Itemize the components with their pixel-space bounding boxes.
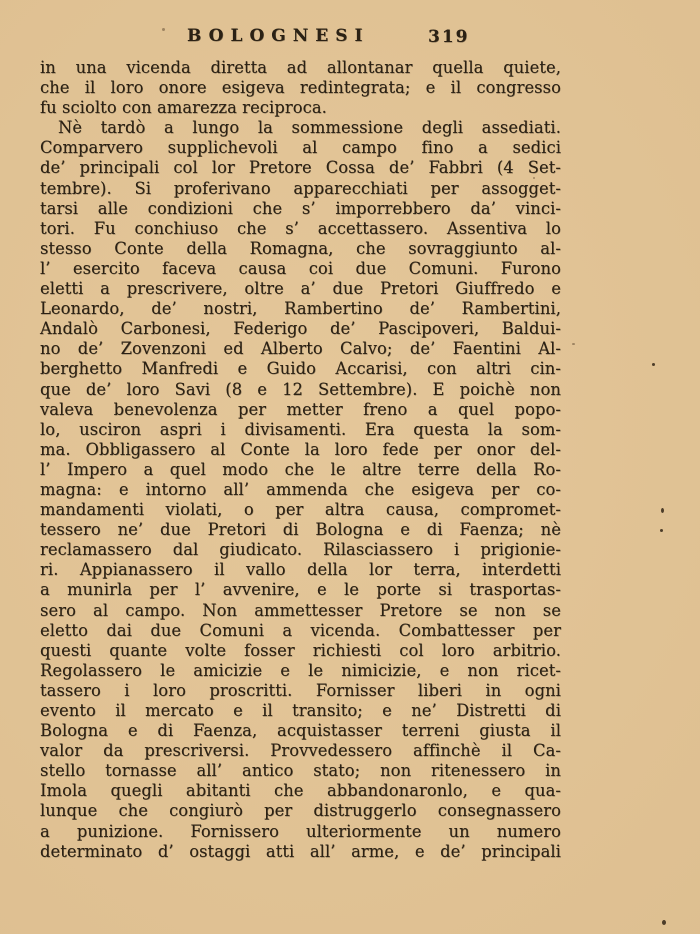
text-line: fu sciolto con amarezza reciproca. bbox=[40, 98, 327, 118]
ink-speck bbox=[652, 363, 655, 366]
text-line: l’ Impero a quel modo che le altre terre della Ro- bbox=[40, 459, 561, 479]
text-line: l’ esercito faceva causa coi due Comuni. Furono bbox=[40, 258, 561, 278]
text-line: Imola quegli abitanti che abbandonaronlo, e qua- bbox=[40, 781, 561, 801]
text-line: sero al campo. Non ammettesser Pretore se non se bbox=[40, 600, 561, 620]
text-line: que de’ loro Savi (8 e 12 Settembre). E poichè non bbox=[40, 379, 561, 399]
text-line: tassero i loro proscritti. Fornisser liberi in ogni bbox=[40, 680, 561, 700]
text-line: in una vicenda diretta ad allontanar quella quiete, bbox=[40, 58, 561, 77]
text-line: questi quante volte fosser richiesti col loro arbitrio. bbox=[40, 640, 561, 660]
text-line: Comparvero supplichevoli al campo fino a sedici bbox=[40, 138, 561, 158]
ink-speck bbox=[162, 28, 165, 31]
paragraph bbox=[40, 58, 561, 118]
text-line: berghetto Manfredi e Guido Accarisi, con altri cin- bbox=[40, 359, 561, 379]
text-line: a munirla per l’ avvenire, e le porte si trasportas- bbox=[40, 580, 561, 600]
text-line: stesso Conte della Romagna, che sovraggiunto al- bbox=[40, 238, 561, 258]
running-head bbox=[0, 26, 700, 50]
text-line: tori. Fu conchiuso che s’ accettassero. Assentiva lo bbox=[40, 218, 561, 238]
text-line: che il loro onore esigeva redintegrata; e il congresso bbox=[40, 78, 561, 98]
ink-speck bbox=[533, 177, 535, 179]
text-line: lunque che congiurò per distruggerlo consegnassero bbox=[40, 801, 561, 821]
ink-speck bbox=[661, 508, 664, 513]
text-line: tarsi alle condizioni che s’ imporrebbero da’ vinci- bbox=[40, 198, 561, 218]
page-title: BOLOGNESI bbox=[187, 26, 370, 46]
text-line: mandamenti violati, o per altra causa, compromet- bbox=[40, 500, 561, 520]
text-line: valor da prescriversi. Provvedessero affinchè il Ca- bbox=[40, 741, 561, 761]
text-line: Andalò Carbonesi, Federigo de’ Pascipoveri, Baldui- bbox=[40, 319, 561, 339]
text-line: valeva benevolenza per metter freno a quel popo- bbox=[40, 399, 561, 419]
ink-speck bbox=[572, 343, 575, 345]
text-line: eletto dai due Comuni a vicenda. Combattesser per bbox=[40, 620, 561, 640]
text-line: reclamassero dal giudicato. Rilasciassero i prigionie- bbox=[40, 540, 561, 560]
text-line: determinato d’ ostaggi atti all’ arme, e de’ principali bbox=[40, 841, 561, 861]
text-line: tessero ne’ due Pretori di Bologna e di Faenza; nè bbox=[40, 520, 561, 540]
text-line: evento il mercato e il transito; e ne’ Distretti di bbox=[40, 701, 561, 720]
text-line: ri. Appianassero il vallo della lor terra, interdetti bbox=[40, 560, 561, 580]
text-line: stello tornasse all’ antico stato; non ritenessero in bbox=[40, 761, 561, 781]
text-line: Nè tardò a lungo la sommessione degli assediati. bbox=[58, 118, 561, 138]
paragraph bbox=[40, 118, 561, 861]
text-line: tembre). Si proferivano apparecchiati per assogget- bbox=[40, 178, 561, 198]
text-line: de’ principali col lor Pretore Cossa de’ Fabbri (4 Set- bbox=[40, 158, 561, 178]
text-line: eletti a prescrivere, oltre a’ due Pretori Giuffredo e bbox=[40, 279, 561, 299]
text-line: lo, usciron aspri i divisamenti. Era questa la som- bbox=[40, 419, 561, 439]
text-line: a punizione. Fornissero ulteriormente un numero bbox=[40, 821, 561, 841]
ink-speck bbox=[660, 529, 663, 532]
text-line: magna: e intorno all’ ammenda che esigeva per co- bbox=[40, 479, 561, 499]
page-number: 319 bbox=[428, 27, 470, 47]
ink-speck bbox=[662, 920, 666, 925]
page-text bbox=[40, 58, 561, 862]
text-line: Leonardo, de’ nostri, Rambertino de’ Rambertini, bbox=[40, 299, 561, 319]
text-line: Bologna e di Faenza, acquistasser terreni giusta il bbox=[40, 721, 561, 741]
text-line: ma. Obbligassero al Conte la loro fede per onor del- bbox=[40, 439, 561, 459]
text-line: Regolassero le amicizie e le nimicizie, e non ricet- bbox=[40, 660, 561, 680]
text-line: no de’ Zovenzoni ed Alberto Calvo; de’ Faentini Al- bbox=[40, 339, 561, 359]
